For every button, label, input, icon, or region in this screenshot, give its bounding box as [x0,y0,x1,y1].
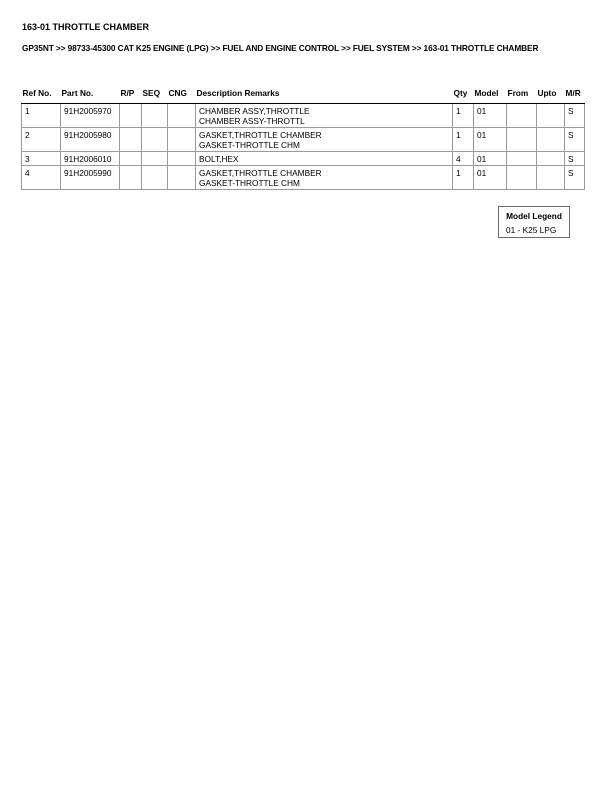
model-cell: 01 [474,104,507,128]
table-row [22,128,585,152]
upto-cell [537,104,565,128]
rp-cell [120,128,142,152]
from-cell [507,104,537,128]
seq-cell [142,128,168,152]
remarks-text: CHAMBER ASSY-THROTTL [199,116,305,126]
description-text: BOLT,HEX [199,154,239,164]
parts-table [21,84,585,190]
model-cell: 01 [474,152,507,166]
qty-cell: 1 [453,104,474,128]
table-header-row [22,84,585,104]
description-text: GASKET,THROTTLE CHAMBER [199,130,322,140]
ref-no-cell: 4 [22,166,61,190]
from-cell [507,128,537,152]
cng-cell [168,128,196,152]
description-cell [196,128,453,152]
part-no-cell: 91H2005990 [61,166,120,190]
upto-cell [537,128,565,152]
model-cell: 01 [474,166,507,190]
description-cell [196,152,453,166]
column-header-rp: R/P [120,84,142,104]
table-row [22,152,585,166]
qty-cell: 4 [453,152,474,166]
column-header-ref-no: Ref No. [22,84,61,104]
from-cell [507,166,537,190]
mr-cell: S [565,152,585,166]
description-cell [196,104,453,128]
upto-cell [537,152,565,166]
model-legend-item: 01 - K25 LPG [506,225,557,235]
model-cell: 01 [474,128,507,152]
column-header-cng: CNG [168,84,196,104]
mr-cell: S [565,128,585,152]
model-legend-title: Model Legend [506,211,562,221]
page-title: 163-01 THROTTLE CHAMBER [22,22,150,32]
seq-cell [142,104,168,128]
column-header-mr: M/R [565,84,585,104]
cng-cell [168,152,196,166]
ref-no-cell: 2 [22,128,61,152]
remarks-text: GASKET-THROTTLE CHM [199,178,300,188]
ref-no-cell: 1 [22,104,61,128]
rp-cell [120,104,142,128]
column-header-upto: Upto [537,84,565,104]
mr-cell: S [565,104,585,128]
rp-cell [120,152,142,166]
column-header-qty: Qty [453,84,474,104]
ref-no-cell: 3 [22,152,61,166]
cng-cell [168,166,196,190]
column-header-part-no: Part No. [61,84,120,104]
table-row [22,104,585,128]
qty-cell: 1 [453,128,474,152]
description-cell [196,166,453,190]
part-no-cell: 91H2006010 [61,152,120,166]
seq-cell [142,166,168,190]
description-text: CHAMBER ASSY,THROTTLE [199,106,310,116]
seq-cell [142,152,168,166]
remarks-text: GASKET-THROTTLE CHM [199,140,300,150]
column-header-model: Model [474,84,507,104]
upto-cell [537,166,565,190]
from-cell [507,152,537,166]
qty-cell: 1 [453,166,474,190]
part-no-cell: 91H2005980 [61,128,120,152]
column-header-description: Description Remarks [196,84,453,104]
description-text: GASKET,THROTTLE CHAMBER [199,168,322,178]
model-legend [498,206,570,238]
table-row [22,166,585,190]
breadcrumb: GP35NT >> 98733-45300 CAT K25 ENGINE (LPG) >> FUEL AND ENGINE CONTROL >> FUEL SYSTEM >> 163-01 THROTTLE CHAMBER [22,43,539,53]
rp-cell [120,166,142,190]
cng-cell [168,104,196,128]
column-header-seq: SEQ [142,84,168,104]
part-no-cell: 91H2005970 [61,104,120,128]
mr-cell: S [565,166,585,190]
column-header-from: From [507,84,537,104]
